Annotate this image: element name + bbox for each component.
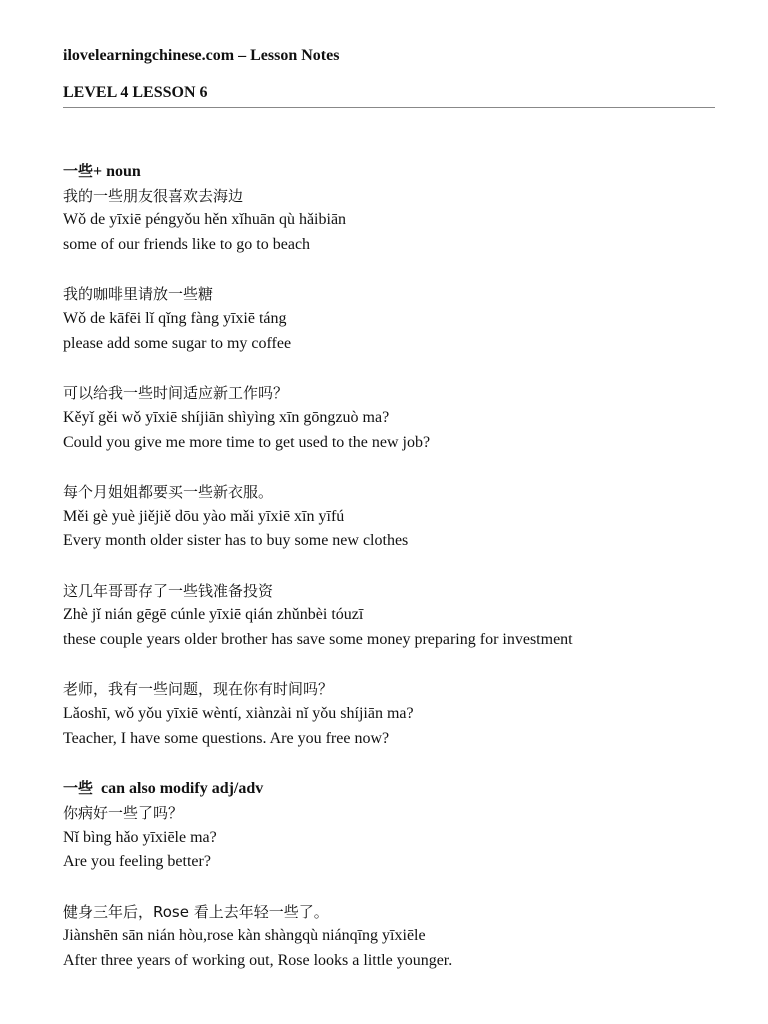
- example-english: Are you feeling better?: [63, 853, 211, 871]
- example-english: Every month older sister has to buy some new clothes: [63, 532, 409, 550]
- example-english: Could you give me more time to get used to the new job?: [63, 433, 431, 451]
- example-chinese: 老师，我有一些问题，现在你有时间吗？: [63, 680, 334, 699]
- example-spacer: [63, 653, 743, 678]
- section-heading-chinese: 一些: [63, 162, 94, 180]
- example-chinese: 可以给我一些时间适应新工作吗？: [63, 384, 289, 403]
- example-english: After three years of working out, Rose looks a little younger.: [63, 952, 453, 969]
- example-chinese: 每个月姐姐都要买一些新衣服。: [63, 482, 274, 501]
- example-english: some of our friends like to go to beach: [63, 236, 311, 254]
- example-english: please add some sugar to my coffee: [63, 334, 292, 352]
- site-title: ilovelearningchinese.com – Lesson Notes: [63, 47, 340, 64]
- header-divider: [63, 107, 715, 108]
- example-chinese: 我的咖啡里请放一些糖: [63, 285, 214, 304]
- section-heading-english: can also modify adj/adv: [93, 780, 264, 798]
- lesson-title: LEVEL 4 LESSON 6: [63, 84, 208, 101]
- section-heading-chinese: 一些: [63, 779, 94, 798]
- example-spacer: [63, 357, 743, 382]
- example-pinyin: Lǎoshī, wǒ yǒu yīxiē wèntí, xiànzài nǐ yǒu shíjiān ma?: [63, 705, 414, 723]
- example-spacer: [63, 554, 743, 579]
- example-spacer: [63, 875, 743, 900]
- lesson-content: [63, 159, 743, 974]
- section-heading: [63, 776, 743, 801]
- example-pinyin: Kěyǐ gěi wǒ yīxiē shíjiān shìyìng xīn gōngzuò ma?: [63, 408, 390, 426]
- example-pinyin: Wǒ de kāfēi lǐ qǐng fàng yīxiē táng: [63, 310, 287, 328]
- example-pinyin: Nǐ bìng hǎo yīxiēle ma?: [63, 828, 217, 846]
- example-english: these couple years older brother has save some money preparing for investment: [63, 631, 573, 649]
- example-pinyin: Jiànshēn sān nián hòu,rose kàn shàngqù niánqīng yīxiēle: [63, 927, 426, 945]
- example-chinese: 健身三年后，Rose 看上去年轻一些了。: [63, 902, 329, 921]
- example-chinese: 这几年哥哥存了一些钱准备投资: [63, 581, 274, 600]
- example-chinese: 我的一些朋友很喜欢去海边: [63, 186, 244, 205]
- section-heading: [63, 159, 743, 184]
- example-chinese: 你病好一些了吗？: [63, 803, 184, 822]
- example-spacer: [63, 455, 743, 480]
- example-pinyin: Měi gè yuè jiějiě dōu yào mǎi yīxiē xīn yīfú: [63, 507, 345, 525]
- section-heading-english: + noun: [93, 163, 141, 180]
- example-pinyin: Wǒ de yīxiē péngyǒu hěn xǐhuān qù hǎibiān: [63, 211, 347, 229]
- example-spacer: [63, 258, 743, 283]
- example-spacer: [63, 752, 743, 777]
- example-english: Teacher, I have some questions. Are you free now?: [63, 729, 390, 747]
- example-pinyin: Zhè jǐ nián gēgē cúnle yīxiē qián zhǔnbèi tóuzī: [63, 606, 364, 624]
